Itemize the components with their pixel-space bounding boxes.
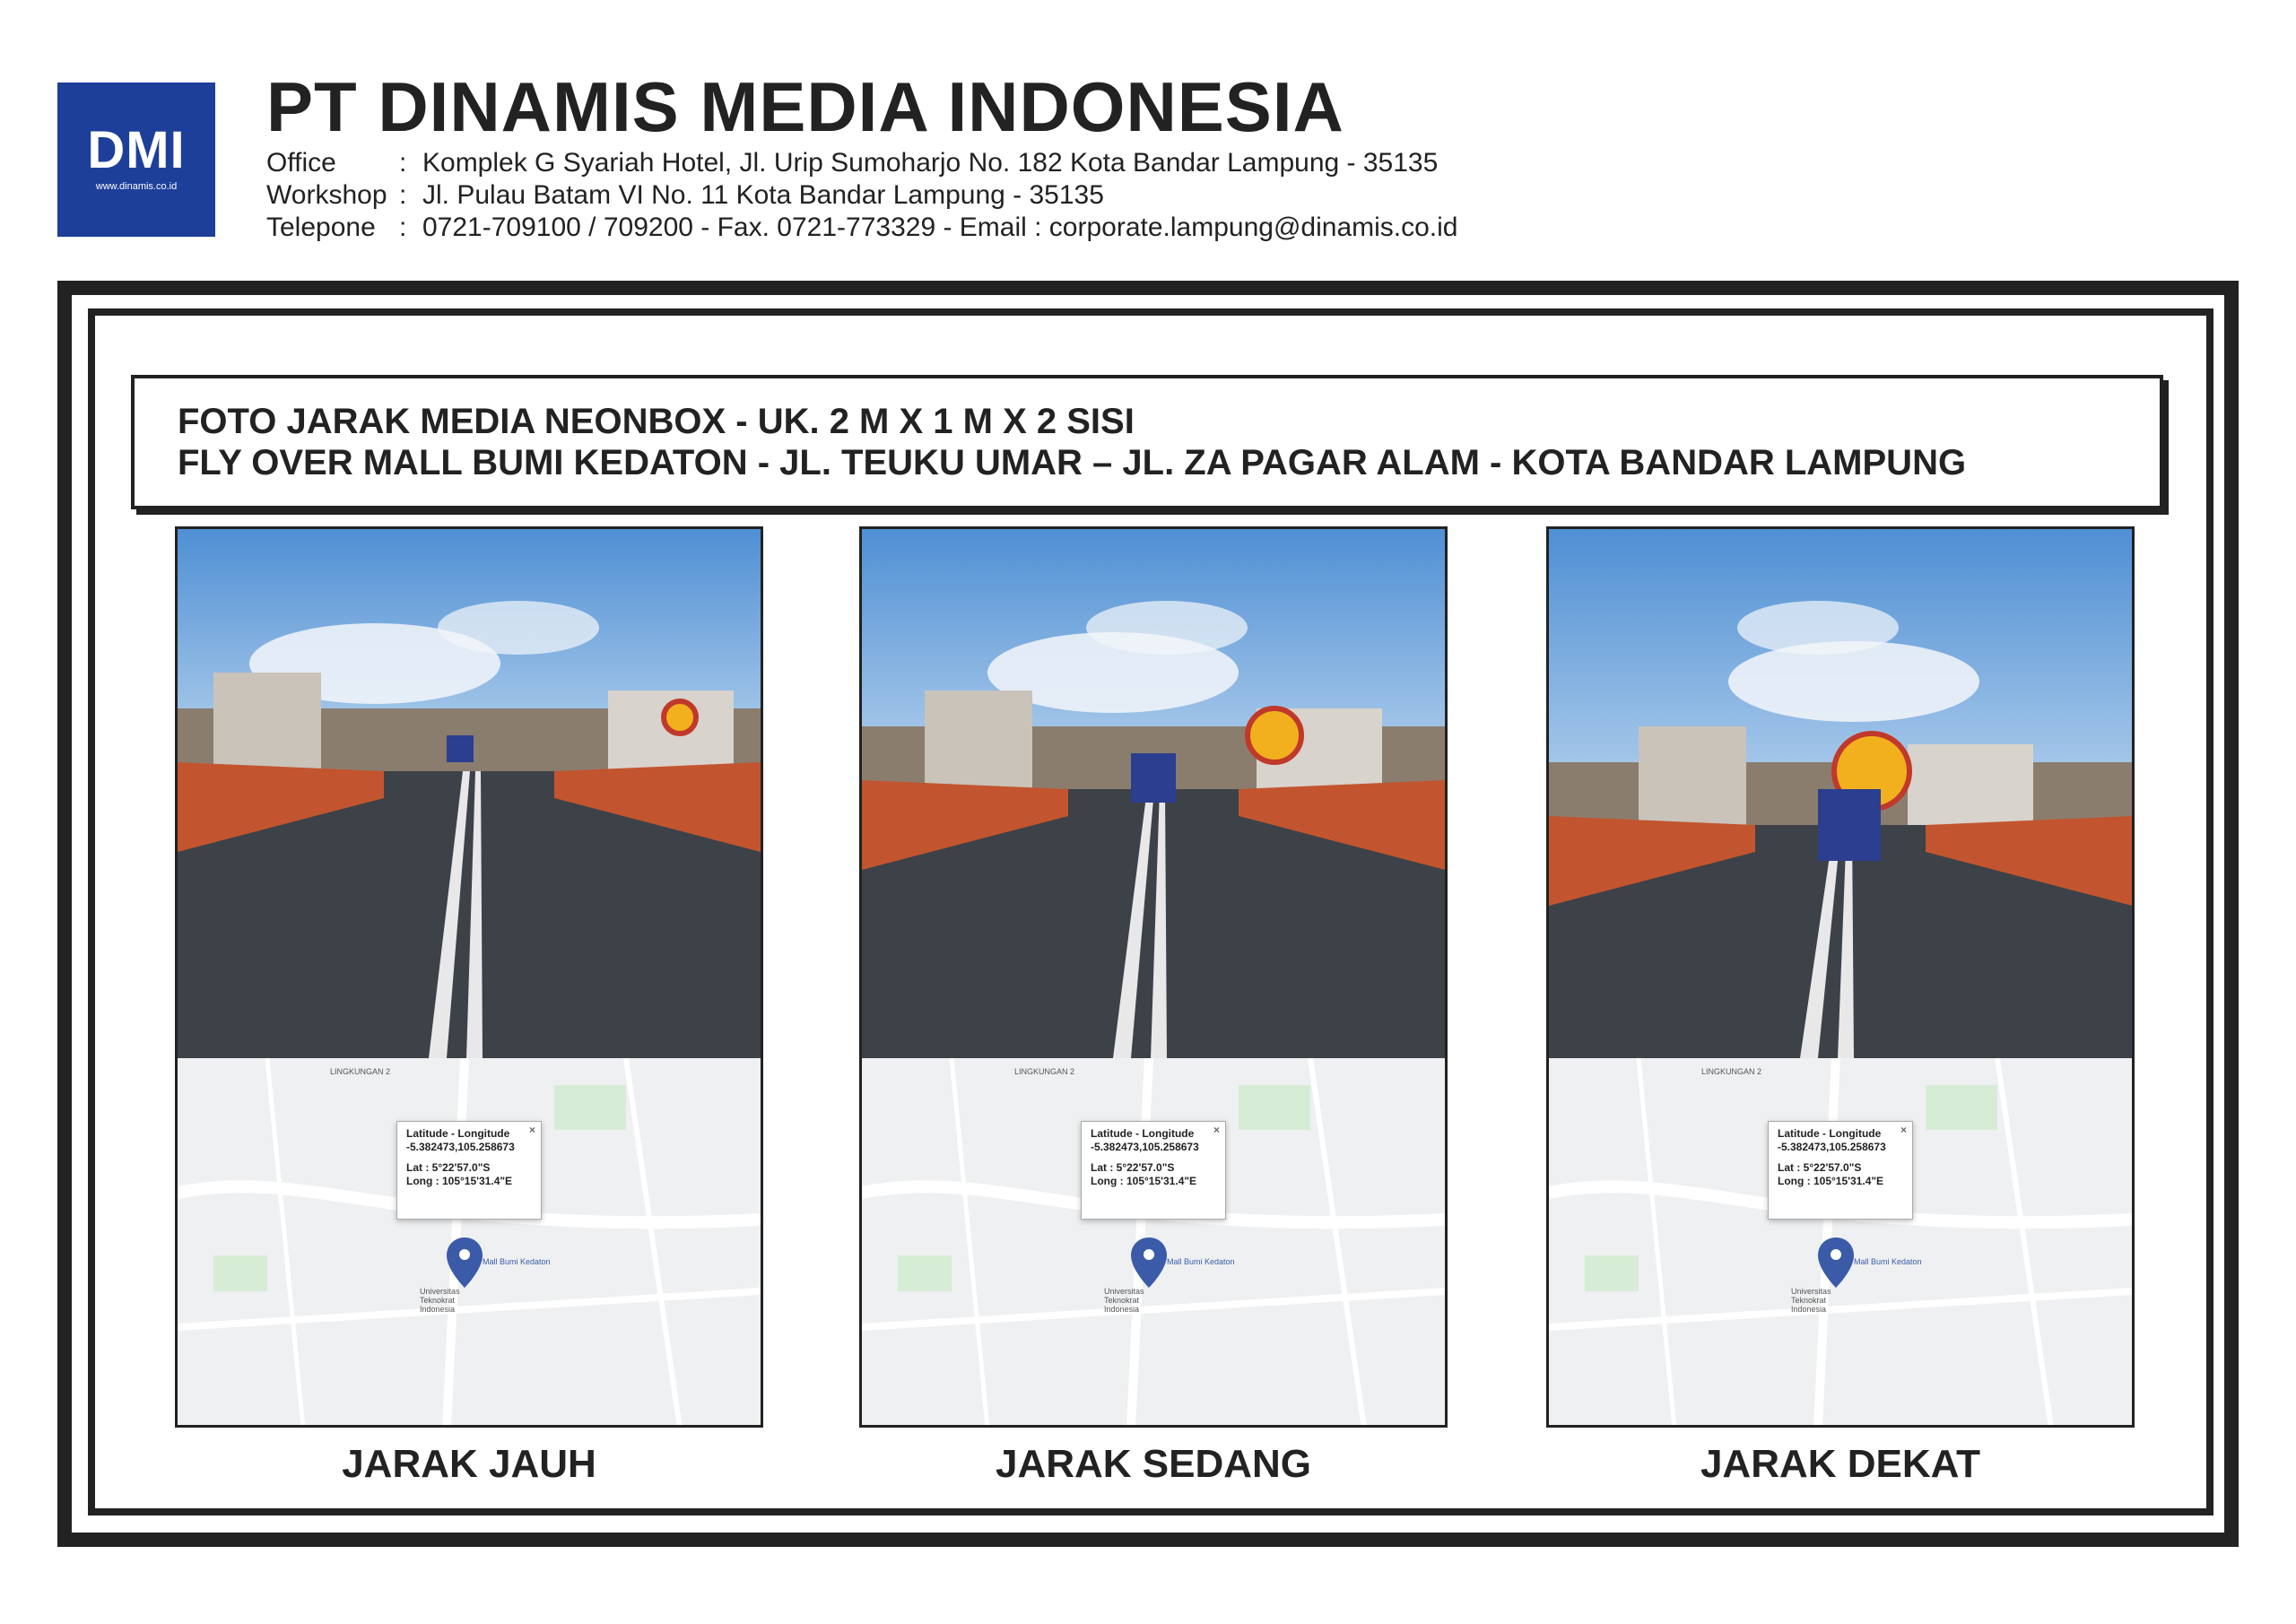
office-row — [266, 147, 1458, 179]
caption-far: JARAK JAUH — [342, 1442, 596, 1486]
workshop-label: Workshop — [266, 180, 387, 210]
popup-heading: Latitude - Longitude — [406, 1127, 510, 1140]
popup-long: Long : 105°15'31.4"E — [1091, 1175, 1197, 1187]
separator: : — [399, 180, 407, 210]
location-map — [862, 1058, 1445, 1428]
popup-heading: Latitude - Longitude — [1778, 1127, 1882, 1140]
title-box — [131, 375, 2163, 509]
logo-text: DMI — [87, 121, 186, 179]
workshop-address: Jl. Pulau Batam VI No. 11 Kota Bandar Lampung - 35135 — [422, 180, 1104, 210]
popup-lat: Lat : 5°22'57.0"S — [1778, 1161, 1862, 1174]
caption-medium: JARAK SEDANG — [995, 1442, 1312, 1486]
photo-panel-near — [1546, 526, 2135, 1428]
street-photo — [1549, 529, 2132, 1058]
map-label-university: Universitas Teknokrat Indonesia — [420, 1287, 460, 1314]
close-icon[interactable]: × — [1900, 1124, 1907, 1136]
coordinates-popup — [396, 1121, 542, 1220]
contact-info — [266, 147, 1458, 244]
logo-url: www.dinamis.co.id — [95, 181, 178, 192]
popup-coords: -5.382473,105.258673 — [406, 1141, 515, 1153]
title-line-2: FLY OVER MALL BUMI KEDATON - JL. TEUKU UMAR – JL. ZA PAGAR ALAM - KOTA BANDAR LAMPUNG — [178, 443, 1967, 482]
caption-near: JARAK DEKAT — [1700, 1442, 1981, 1486]
location-map — [1549, 1058, 2132, 1428]
company-logo — [57, 83, 215, 237]
map-label-mall: Mall Bumi Kedaton — [1167, 1257, 1235, 1266]
popup-lat: Lat : 5°22'57.0"S — [1091, 1161, 1175, 1174]
popup-long: Long : 105°15'31.4"E — [406, 1175, 513, 1187]
map-label-lingkungan: LINGKUNGAN 2 — [1701, 1067, 1762, 1076]
location-map — [178, 1058, 761, 1428]
popup-heading: Latitude - Longitude — [1091, 1127, 1195, 1140]
separator: : — [399, 148, 407, 178]
close-icon[interactable]: × — [1213, 1124, 1220, 1136]
telephone-value: 0721-709100 / 709200 - Fax. 0721-773329 - Email : corporate.lampung@dinamis.co.id — [422, 213, 1458, 242]
map-label-university: Universitas Teknokrat Indonesia — [1104, 1287, 1144, 1314]
title-line-1: FOTO JARAK MEDIA NEONBOX - UK. 2 M X 1 M X 2 SISI — [178, 402, 1135, 441]
map-label-university: Universitas Teknokrat Indonesia — [1791, 1287, 1831, 1314]
street-photo — [862, 529, 1445, 1058]
popup-coords: -5.382473,105.258673 — [1778, 1141, 1886, 1153]
map-label-mall: Mall Bumi Kedaton — [1854, 1257, 1922, 1266]
street-photo — [178, 529, 761, 1058]
telephone-row — [266, 212, 1458, 244]
close-icon[interactable]: × — [528, 1124, 535, 1136]
popup-long: Long : 105°15'31.4"E — [1778, 1175, 1884, 1187]
office-address: Komplek G Syariah Hotel, Jl. Urip Sumoharjo No. 182 Kota Bandar Lampung - 35135 — [422, 148, 1439, 178]
map-label-mall: Mall Bumi Kedaton — [483, 1257, 551, 1266]
separator: : — [399, 213, 407, 242]
photo-panel-far — [175, 526, 763, 1428]
coordinates-popup — [1768, 1121, 1913, 1220]
telephone-label: Telepone — [266, 213, 376, 242]
popup-coords: -5.382473,105.258673 — [1091, 1141, 1199, 1153]
map-label-lingkungan: LINGKUNGAN 2 — [330, 1067, 391, 1076]
photo-panel-medium — [859, 526, 1448, 1428]
workshop-row — [266, 179, 1458, 212]
popup-lat: Lat : 5°22'57.0"S — [406, 1161, 491, 1174]
coordinates-popup — [1081, 1121, 1226, 1220]
map-label-lingkungan: LINGKUNGAN 2 — [1014, 1067, 1075, 1076]
office-label: Office — [266, 148, 336, 178]
company-name: PT DINAMIS MEDIA INDONESIA — [266, 67, 1344, 146]
